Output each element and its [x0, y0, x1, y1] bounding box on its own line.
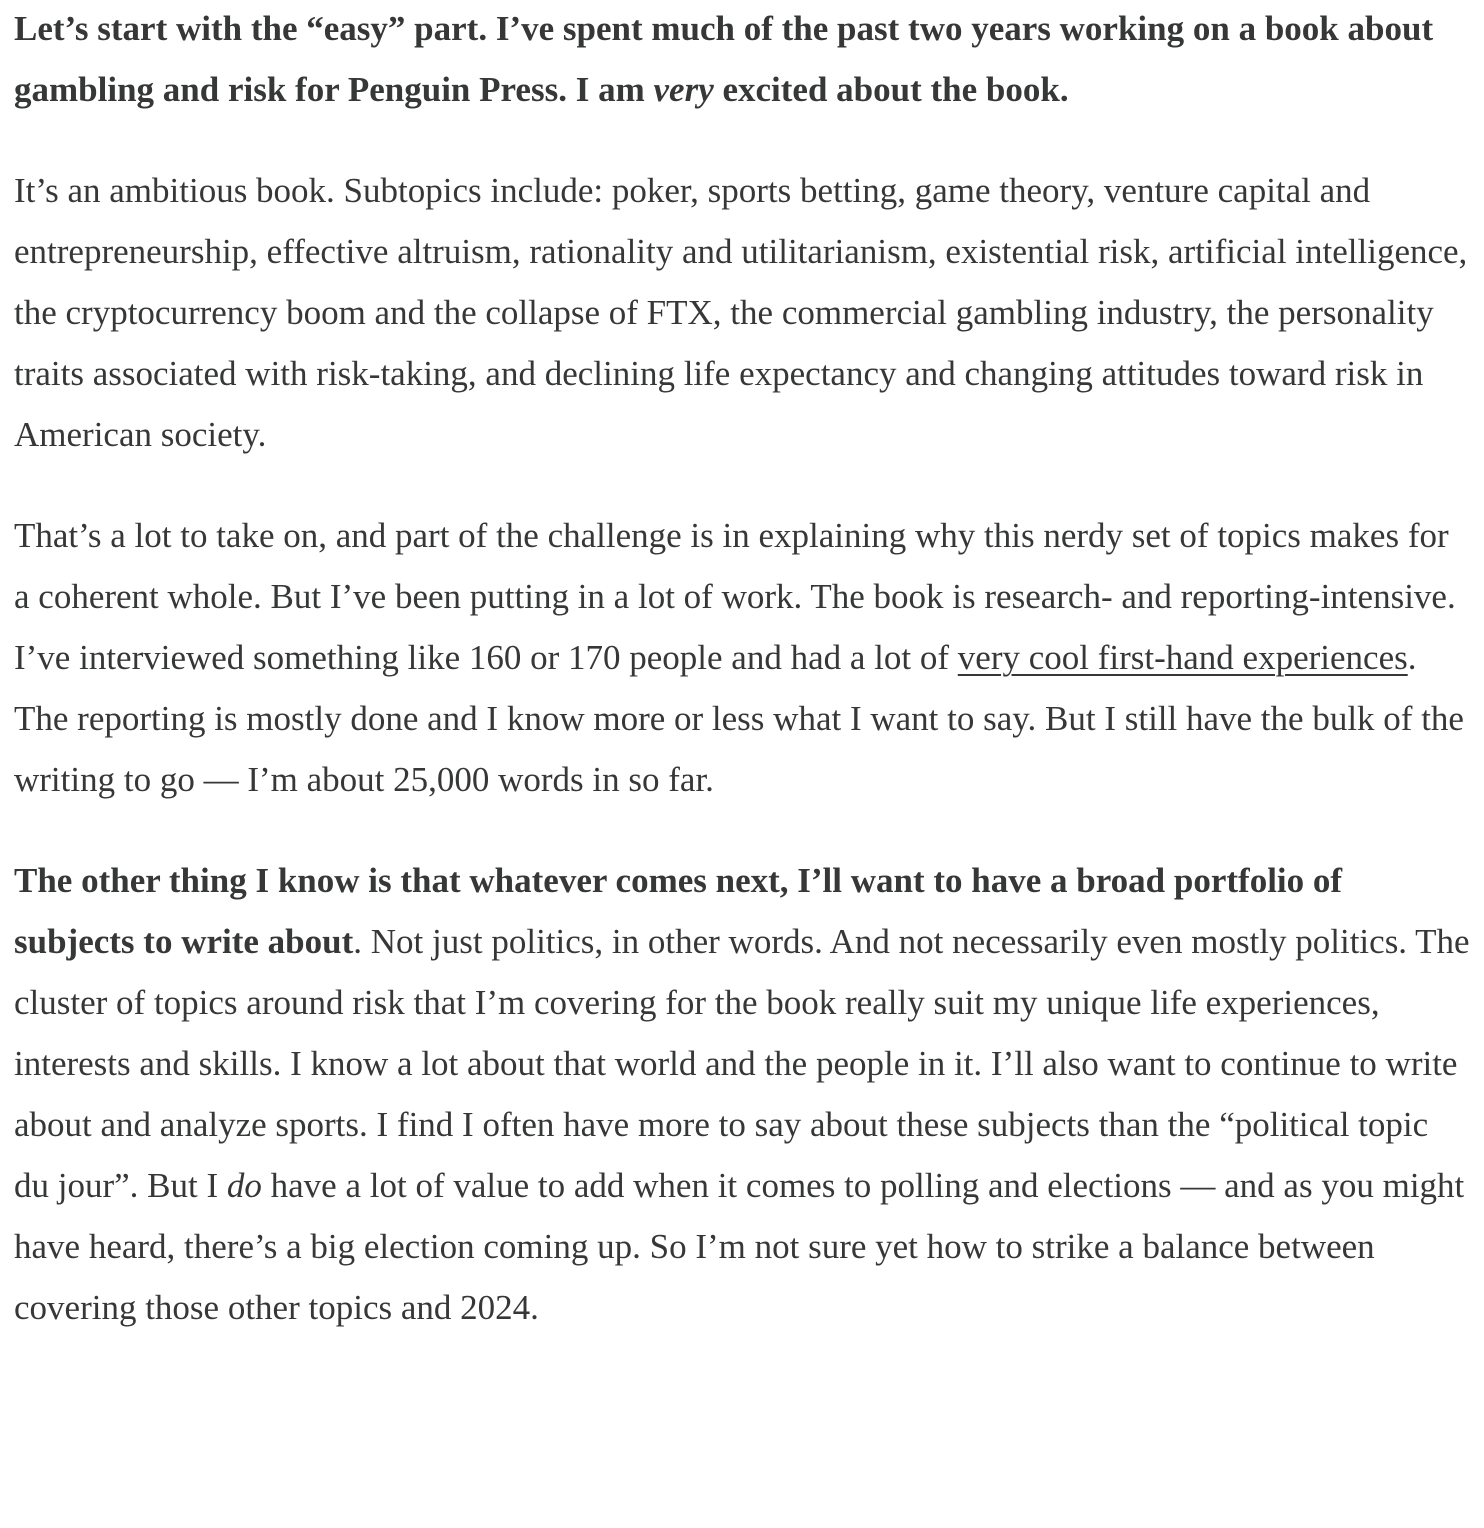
book-intro-text-a: Let’s start with the “easy” part. I’ve spent much of the past two years working on a book about gambling and risk for Penguin Press. I am [14, 9, 1434, 109]
paragraph-research [14, 505, 1470, 810]
portfolio-bold: The other thing I know is that whatever comes next, I’ll want to have a broad portfolio of subjects to write about [14, 861, 1343, 961]
paragraph-subtopics [14, 160, 1470, 465]
portfolio-text-a: . Not just politics, in other words. And not necessarily even mostly politics. The cluster of topics around risk that I’m covering for the book really suit my unique life experiences, interests and skills. I know a lot about that world and the people in it. I’ll also want to continue to write about and analyze sports. I find I often have more to say about these subjects than the “political topic du jour”. But I [14, 922, 1470, 1205]
portfolio-emphasis: do [226, 1166, 262, 1205]
paragraph-portfolio [14, 850, 1470, 1338]
book-intro-bold [14, 9, 1433, 109]
portfolio-text-b: have a lot of value to add when it comes to polling and elections — and as you might have heard, there’s a big election coming up. So I’m not sure yet how to strike a balance between covering those other topics and 2024. [14, 1166, 1465, 1327]
research-text-b: . The reporting is mostly done and I know more or less what I want to say. But I still have the bulk of the writing to go — I’m about 25,000 words in so far. [14, 638, 1464, 799]
subtopics-text: It’s an ambitious book. Subtopics include: poker, sports betting, game theory, venture capital and entrepreneurship, effective altruism, rationality and utilitarianism, existential risk, artificial intelligence, the cryptocurrency boom and the collapse of FTX, the commercial gambling industry, the personality traits associated with risk-taking, and declining life expectancy and changing attitudes toward risk in American society. [14, 171, 1468, 454]
first-hand-experiences-link[interactable]: very cool first-hand experiences [957, 638, 1408, 677]
book-intro-text-b: excited about the book. [713, 70, 1069, 109]
book-intro-emphasis: very [653, 70, 714, 109]
paragraph-book-intro [14, 0, 1470, 120]
research-text-a: That’s a lot to take on, and part of the challenge is in explaining why this nerdy set of topics makes for a coherent whole. But I’ve been putting in a lot of work. The book is research- and reporting-intensive. I’ve interviewed something like 160 or 170 people and had a lot of [14, 516, 1456, 677]
